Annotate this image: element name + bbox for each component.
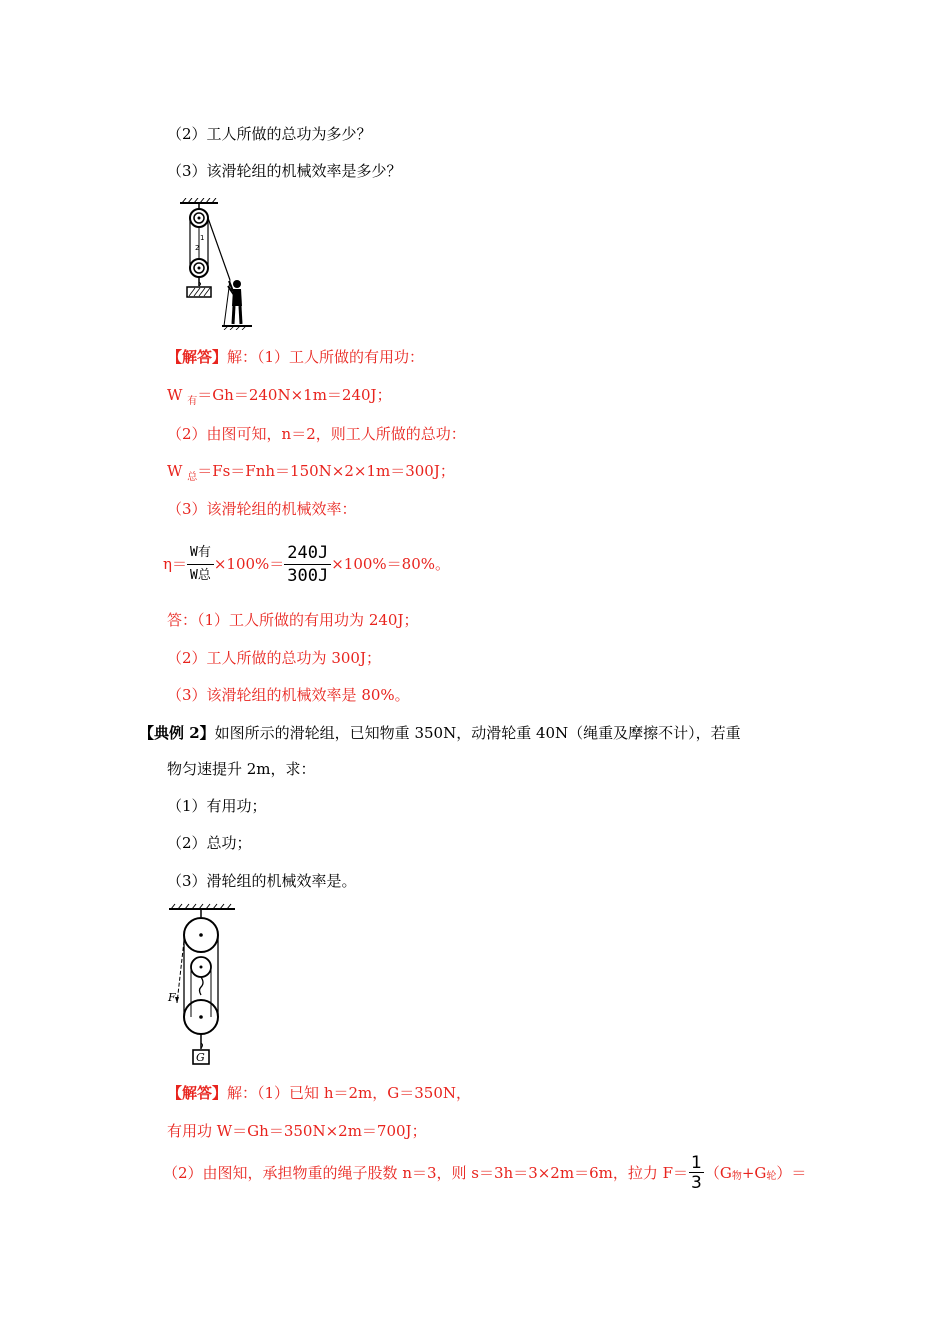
- answer-tag: 【解答】: [167, 348, 228, 366]
- example-2-item-3: （3）滑轮组的机械效率是。: [167, 872, 357, 890]
- example-2-tag: 【典例 2】: [139, 724, 215, 742]
- rope-label-2: 2: [195, 244, 200, 252]
- w-symbol: W: [167, 386, 188, 404]
- w-subscript-useful: 有: [187, 396, 198, 407]
- fraction-denominator: W总: [190, 567, 211, 583]
- total-work-line: [167, 461, 455, 484]
- fraction-numerator: W有: [187, 543, 214, 565]
- times-100-percent: ×100%＝: [213, 555, 285, 573]
- fraction-numerator: 1: [691, 1153, 702, 1173]
- pulley-worker-figure: [178, 198, 258, 330]
- force-formula-line: [163, 1151, 806, 1195]
- final-answer-1: 答：（1）工人所做的有用功为 240J；: [167, 611, 419, 629]
- question-item-2: （2）工人所做的总功为多少？: [167, 125, 372, 143]
- answer-2-heading: [167, 1083, 471, 1103]
- fraction-w-useful-over-w-total: [187, 543, 214, 586]
- answer-1-step2: （2）由图可知，n＝2，则工人所做的总功：: [167, 425, 466, 443]
- fraction-numerator: 240J: [284, 543, 331, 565]
- final-answer-3: （3）该滑轮组的机械效率是 80%。: [167, 686, 410, 704]
- answer-1-heading: [167, 347, 424, 367]
- w-symbol: W: [167, 462, 188, 480]
- efficiency-formula: [163, 539, 450, 589]
- efficiency-result: ×100%＝80%。: [331, 555, 451, 573]
- example-2-item-2: （2）总功；: [167, 834, 252, 852]
- equals-continuation: ）＝: [776, 1164, 807, 1182]
- answer-tag: 【解答】: [167, 1084, 228, 1102]
- example-2-text-cont: 物匀速提升 2m，求：: [167, 760, 316, 778]
- fraction-one-third: [688, 1154, 705, 1192]
- fraction-denominator: 300J: [287, 565, 329, 586]
- weight-label: G: [196, 1051, 205, 1064]
- question-item-3: （3）该滑轮组的机械效率是多少？: [167, 162, 402, 180]
- answer-2-intro: 解：（1）已知 h＝2m，G＝350N，: [227, 1084, 471, 1102]
- w-subscript-total: 总: [187, 472, 198, 483]
- answer-1-intro: 解：（1）工人所做的有用功：: [227, 348, 425, 366]
- force-label: F: [168, 991, 176, 1004]
- g-object-subscript: 物: [731, 1171, 742, 1182]
- eta-symbol: η＝: [163, 555, 187, 573]
- g-wheel-symbol: +G: [741, 1164, 767, 1182]
- useful-work-line: [167, 385, 392, 408]
- example-2-statement: [139, 723, 741, 743]
- useful-work-line-2: 有用功 W＝Gh＝350N×2m＝700J；: [167, 1122, 427, 1140]
- fraction-240-over-300: [284, 543, 331, 586]
- g-object-symbol: （G: [704, 1164, 732, 1182]
- useful-work-value: ＝Gh＝240N×1m＝240J；: [197, 386, 392, 404]
- rope-count-text: （2）由图知，承担物重的绳子股数 n＝3，则 s＝3h＝3×2m＝6m，拉力 F＝: [163, 1164, 689, 1182]
- total-work-value: ＝Fs＝Fnh＝150N×2×1m＝300J；: [197, 462, 455, 480]
- final-answer-2: （2）工人所做的总功为 300J；: [167, 649, 381, 667]
- pulley-block-figure: [165, 903, 240, 1071]
- fraction-denominator: 3: [691, 1173, 702, 1193]
- g-wheel-subscript: 轮: [766, 1171, 777, 1182]
- example-2-item-1: （1）有用功；: [167, 797, 267, 815]
- example-2-text: 如图所示的滑轮组，已知物重 350N，动滑轮重 40N（绳重及摩擦不计），若重: [214, 724, 741, 742]
- answer-1-step3: （3）该滑轮组的机械效率：: [167, 500, 357, 518]
- rope-label-1: 1: [200, 234, 205, 242]
